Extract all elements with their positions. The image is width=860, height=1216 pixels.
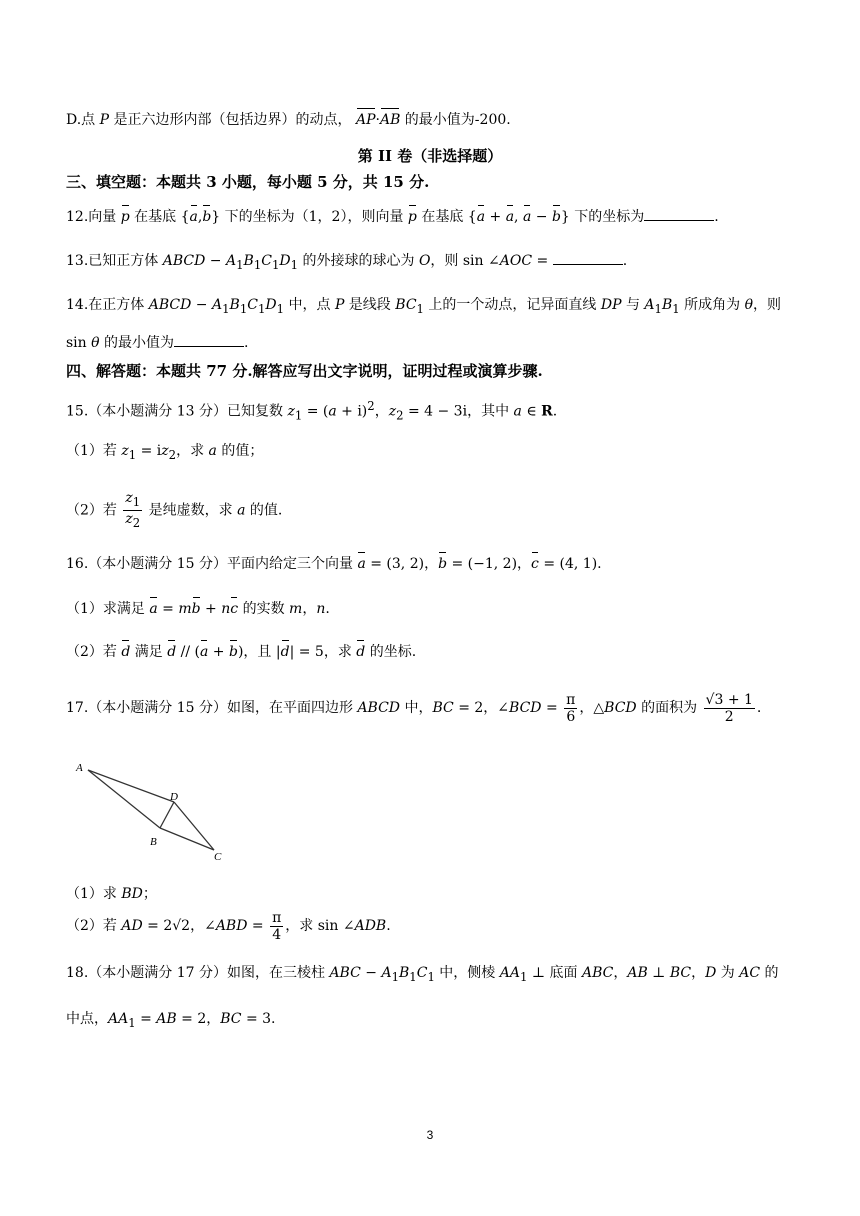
question-18-line2: 中点，$AA_1$ = AB = 2，BC = 3.	[66, 1011, 276, 1030]
part2-title: 第 II 卷（非选择题）	[357, 147, 503, 165]
question-16-part1: （1）求满足 a = mb + nc 的实数 m，n.	[66, 601, 330, 617]
question-15-part2: （2）若 $\frac{z_1}{z_2}$ 是纯虚数，求 a 的值.	[66, 490, 283, 530]
label-a: A	[76, 762, 83, 774]
question-17: 17.（本小题满分 15 分）如图，在平面四边形 ABCD 中，BC = 2，∠BCD = $\frac{\pi}{6}$ ，△BCD 的面积为 $\frac{√3 + 1}{2}$ .	[66, 691, 762, 725]
question-13: 13.已知正方体 ABCD − $A_1B_1C_1D_1$ 的外接球的球心为 O，则 sin ∠AOC = .	[66, 250, 627, 275]
question-17-part2: （2）若 AD = 2√2，∠ABD = $\frac{\pi}{4}$ ，求 sin ∠ADB.	[66, 909, 391, 943]
edge-ad	[88, 770, 174, 802]
label-c: C	[214, 851, 222, 863]
question-15-part1: （1）若 $z_1 = iz_2$，求 a 的值；	[66, 443, 264, 462]
question-16-part2: （2）若 d 满足 d // (a + b)，且 |d| = 5，求 d 的坐标.	[66, 644, 417, 660]
question-16: 16.（本小题满分 15 分）平面内给定三个向量 a = (3, 2)，b = (−1, 2)，c = (4, 1).	[66, 556, 602, 572]
quadrilateral-figure	[70, 758, 240, 868]
option-d-line: D.点 P 是正六边形内部（包括边界）的动点， AP·AB 的最小值为-200.	[66, 112, 511, 128]
label-d: D	[170, 791, 178, 803]
section-4-heading: 四、解答题：本题共 77 分.解答应写出文字说明，证明过程或演算步骤.	[66, 362, 543, 380]
page-number: 3	[426, 1128, 434, 1142]
edge-ab	[88, 770, 160, 828]
question-12: 12.向量 p 在基底 {a,b} 下的坐标为（1，2），则向量 p 在基底 {a + a, a − b} 下的坐标为 .	[66, 206, 719, 227]
question-18-line1: 18.（本小题满分 17 分）如图，在三棱柱 ABC − $A_1B_1C_1$ 中，侧棱 $AA_1$ ⊥ 底面 ABC，AB ⊥ BC，D 为 AC 的	[66, 965, 779, 984]
question-14-line1: 14.在正方体 ABCD − $A_1B_1C_1D_1$ 中，点 P 是线段 $BC_1$ 上的一个动点，记异面直线 DP 与 $A_1B_1$ 所成角为 θ，则	[66, 297, 782, 316]
section-3-heading: 三、填空题：本题共 3 小题，每小题 5 分，共 15 分.	[66, 173, 430, 191]
label-b: B	[150, 836, 157, 848]
edge-bc	[160, 828, 214, 850]
edge-bd	[160, 802, 174, 828]
question-17-part1: （1）求 BD；	[66, 886, 157, 902]
question-14-line2: sin θ 的最小值为 .	[66, 332, 248, 353]
edge-dc	[174, 802, 214, 850]
question-15: 15.（本小题满分 13 分）已知复数 $z_1 = (a + i)^2$，$z_2 = 4 - 3i$，其中 a ∈ R.	[66, 399, 558, 423]
